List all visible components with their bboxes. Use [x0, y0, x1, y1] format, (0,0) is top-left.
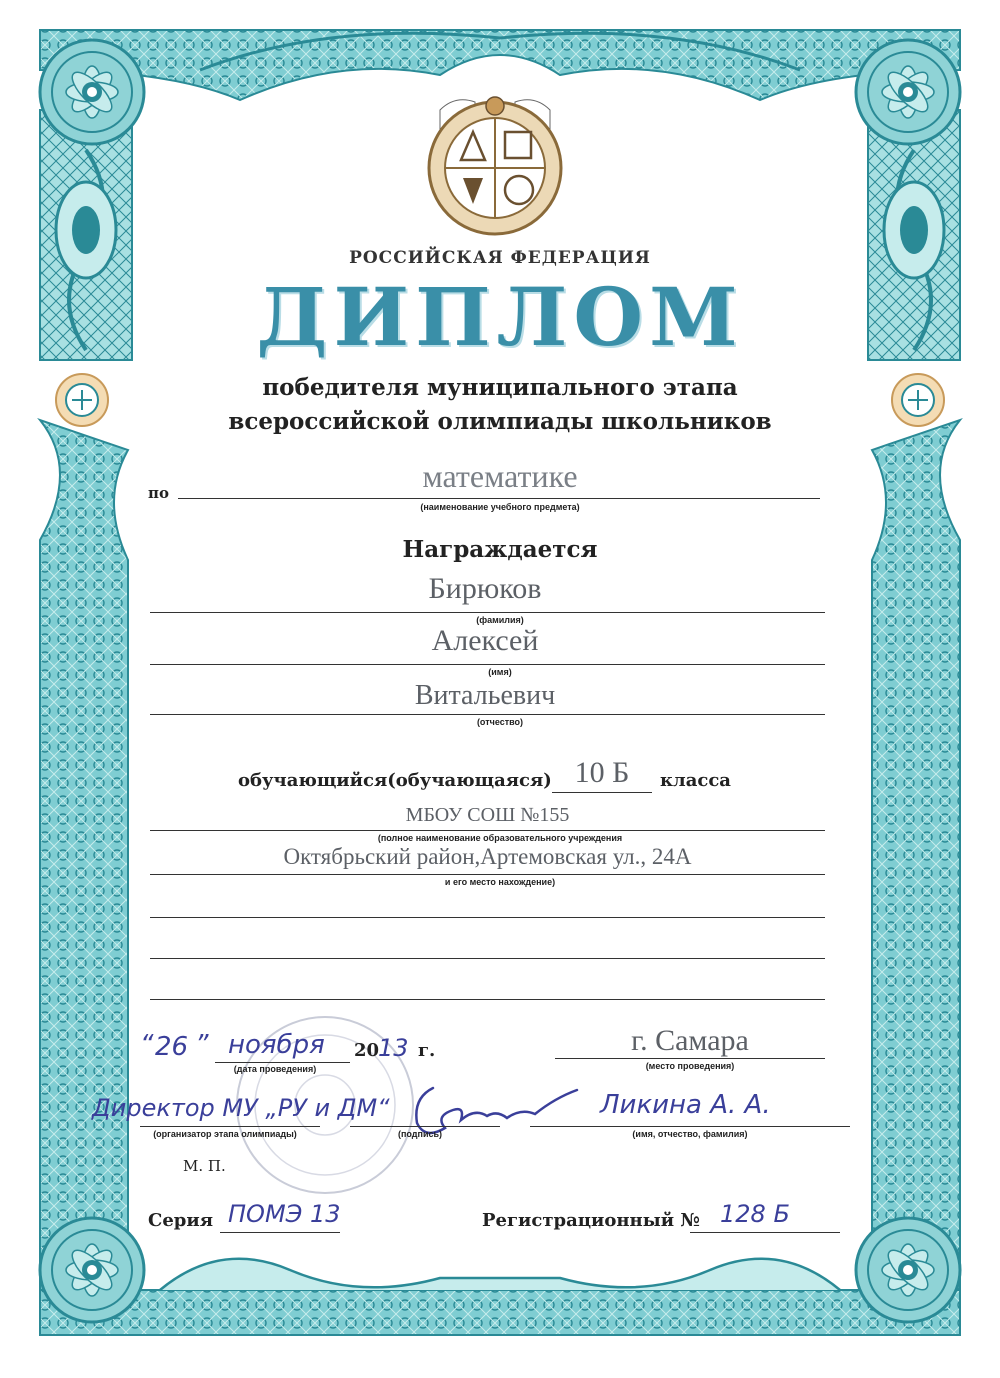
school-name-caption: (полное наименование образовательного учреждения	[377, 833, 623, 843]
subject-prefix: по	[148, 484, 169, 502]
series-value: ПОМЭ 13	[228, 1200, 341, 1228]
country-heading: РОССИЙСКАЯ ФЕДЕРАЦИЯ	[349, 248, 651, 268]
patronymic-caption: (отчество)	[476, 717, 524, 727]
signer-name-handwritten: Ликина А. А.	[600, 1090, 771, 1120]
place-caption: (место проведения)	[645, 1061, 735, 1071]
surname-caption: (фамилия)	[476, 615, 524, 625]
school-address-caption: и его место нахождение)	[444, 877, 556, 887]
date-caption: (дата проведения)	[233, 1064, 317, 1074]
awarded-heading: Награждается	[402, 536, 598, 563]
registration-label: Регистрационный №	[482, 1210, 700, 1231]
school-name-line	[150, 830, 825, 831]
blank-line-3	[150, 999, 825, 1000]
signature-line	[350, 1126, 500, 1127]
organizer-line	[140, 1126, 320, 1127]
date-year-suffix: 13	[378, 1034, 409, 1062]
school-address-line	[150, 874, 825, 875]
subtitle-line-1: победителя муниципального этапа	[262, 374, 738, 401]
subtitle-line-2: всероссийской олимпиады школьников	[228, 408, 772, 435]
name-caption: (имя)	[488, 667, 512, 677]
class-line	[552, 792, 652, 793]
organizer-caption: (организатор этапа олимпиады)	[153, 1129, 297, 1139]
blank-line-1	[150, 917, 825, 918]
class-label-after: класса	[660, 770, 731, 791]
organizer-handwritten: Директор МУ „РУ и ДМ“	[92, 1094, 390, 1122]
registration-value: 128 Б	[720, 1200, 790, 1228]
olympiad-emblem	[395, 70, 595, 240]
signer-name-line	[530, 1126, 850, 1127]
place-value: г. Самара	[631, 1024, 749, 1057]
patronymic-line	[150, 714, 825, 715]
signature-caption: (подпись)	[397, 1129, 443, 1139]
date-year-prefix: 20	[354, 1040, 380, 1061]
date-day-close-quote: ”	[195, 1030, 209, 1060]
subject-caption: (наименование учебного предмета)	[420, 502, 580, 512]
subject-value: математике	[422, 458, 578, 494]
date-month: ноября	[228, 1030, 325, 1060]
school-address: Октябрьский район,Артемовская ул., 24А	[283, 844, 692, 869]
signer-caption: (имя, отчество, фамилия)	[632, 1129, 748, 1139]
patronymic-value: Витальевич	[414, 680, 556, 711]
class-label-before: обучающийся(обучающаяся)	[238, 770, 552, 791]
series-label: Серия	[148, 1210, 214, 1231]
school-name: МБОУ СОШ №155	[405, 804, 570, 826]
subject-line	[178, 498, 820, 499]
date-month-line	[215, 1062, 350, 1063]
date-day-open-quote: “	[140, 1030, 154, 1060]
date-year-end: г.	[418, 1040, 436, 1061]
name-line	[150, 664, 825, 665]
series-line	[220, 1232, 340, 1233]
place-line	[555, 1058, 825, 1059]
class-value: 10 Б	[574, 756, 630, 789]
registration-line	[690, 1232, 840, 1233]
surname-line	[150, 612, 825, 613]
surname-value: Бирюков	[428, 572, 542, 605]
date-day: 26	[155, 1032, 189, 1062]
blank-line-2	[150, 958, 825, 959]
diploma-title: ДИПЛОМ	[256, 270, 744, 364]
stamp-place-label: М. П.	[183, 1157, 226, 1175]
name-value: Алексей	[431, 624, 539, 657]
